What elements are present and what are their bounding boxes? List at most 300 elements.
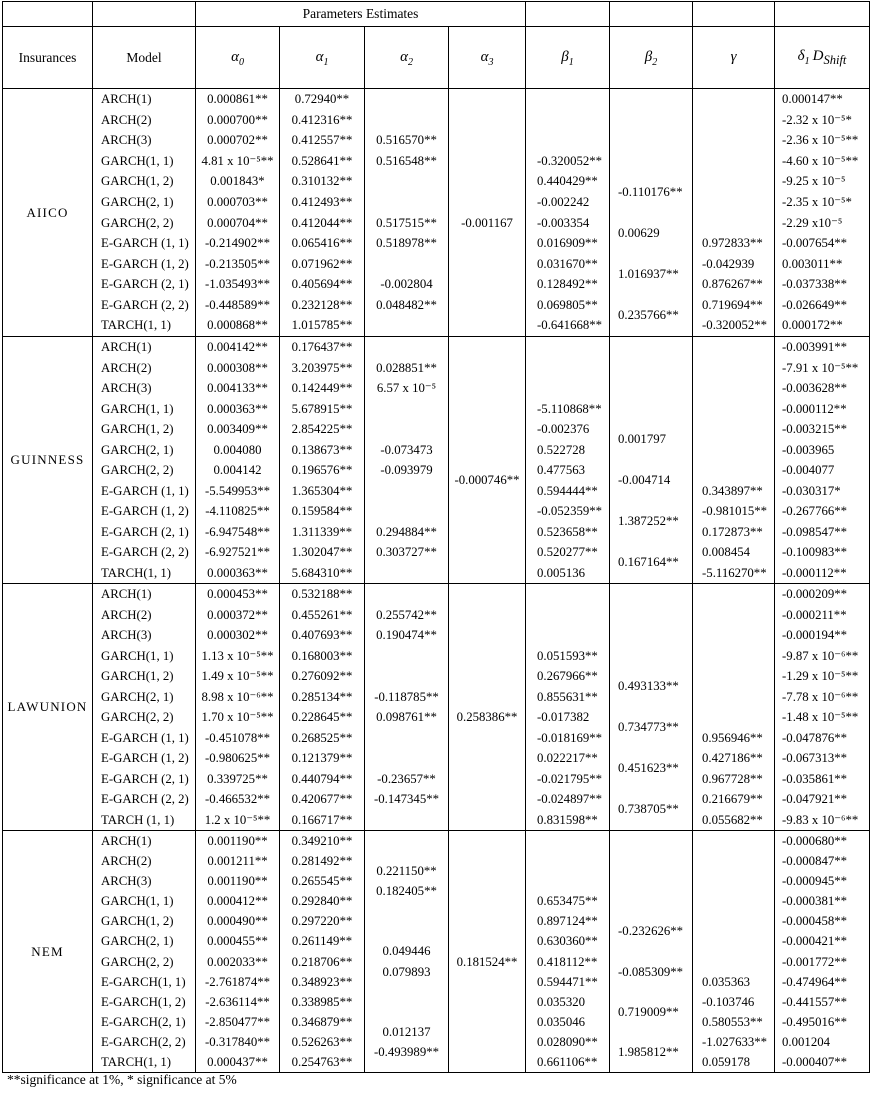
estimate-value: 0.028090** bbox=[537, 1034, 598, 1049]
model-label: GARCH(1, 2) bbox=[101, 669, 174, 683]
estimate-value: -0.047921** bbox=[782, 792, 848, 806]
estimate-value: 0.051593** bbox=[537, 648, 598, 663]
model-label: GARCH(1, 1) bbox=[101, 648, 174, 663]
estimate-value: 0.168003** bbox=[291, 648, 353, 663]
estimate-value: 0.000147** bbox=[782, 92, 843, 106]
estimate-value: 0.001190** bbox=[207, 874, 268, 889]
estimate-value: 0.055682** bbox=[702, 812, 763, 827]
estimate-value: 0.035046 bbox=[537, 1014, 586, 1029]
estimate-value: -0.030317* bbox=[782, 483, 841, 498]
estimate-value: 0.528641** bbox=[291, 153, 353, 168]
estimate-value: -0.018169** bbox=[537, 730, 603, 745]
section-row-lawunion bbox=[3, 584, 870, 831]
model-label: E-GARCH (2, 2) bbox=[101, 545, 189, 559]
estimate-value: -0.003354 bbox=[537, 215, 590, 230]
insurance-name: LAWUNION bbox=[7, 699, 88, 714]
estimate-value: -0.267766** bbox=[782, 504, 848, 518]
estimate-value: -0.000209** bbox=[782, 587, 848, 601]
estimate-value: -2.761874** bbox=[204, 974, 271, 989]
model-label: GARCH(2, 1) bbox=[101, 442, 174, 457]
estimate-value: 0.310132** bbox=[291, 174, 353, 189]
model-label: E-GARCH(2, 2) bbox=[101, 1034, 186, 1049]
estimate-value: 0.012137 bbox=[382, 1024, 431, 1039]
estimate-value: -9.83 x 10⁻⁶** bbox=[782, 812, 859, 827]
estimate-value: 0.218706** bbox=[291, 954, 353, 969]
insurance-cell bbox=[3, 337, 93, 584]
estimate-value: -2.32 x 10⁻⁵* bbox=[782, 112, 852, 127]
estimate-value: 0.003011** bbox=[782, 256, 843, 271]
estimate-value: 0.196576** bbox=[291, 463, 353, 477]
estimate-value: -0.317840** bbox=[204, 1034, 271, 1049]
corner-cell-insurances bbox=[3, 2, 93, 27]
model-label: GARCH(2, 2) bbox=[101, 954, 174, 969]
col-a3-cell bbox=[449, 337, 526, 584]
estimate-value: -0.035861** bbox=[782, 771, 848, 786]
estimate-value: -0.002376 bbox=[537, 422, 590, 436]
estimate-value: -1.29 x 10⁻⁵** bbox=[782, 669, 859, 683]
estimate-value: 0.069805** bbox=[537, 297, 598, 312]
header-model: Model bbox=[93, 27, 196, 89]
corner-cell-d bbox=[775, 2, 870, 27]
parameters-table bbox=[2, 1, 870, 1073]
estimate-value: 0.022217** bbox=[537, 751, 598, 765]
estimate-value: 0.594471** bbox=[537, 974, 598, 989]
estimate-value: -0.23657** bbox=[377, 771, 436, 786]
model-label: TARCH (1, 1) bbox=[101, 812, 175, 827]
estimate-value: 0.138673** bbox=[291, 442, 353, 457]
col-a0-cell bbox=[196, 831, 280, 1073]
estimate-value: -0.003991** bbox=[782, 340, 848, 354]
estimate-value: 1.311339** bbox=[291, 524, 353, 539]
estimate-value: 0.000363** bbox=[207, 401, 268, 416]
col-a3-cell bbox=[449, 831, 526, 1073]
estimate-value: -0.103746 bbox=[702, 994, 755, 1009]
model-label: E-GARCH (2, 1) bbox=[101, 277, 189, 292]
header-alpha2: $\alpha_2$ bbox=[365, 27, 449, 89]
estimate-value: -1.027633** bbox=[702, 1034, 768, 1049]
estimate-value: 0.653475** bbox=[537, 894, 598, 909]
estimate-value: 0.412493** bbox=[291, 194, 353, 209]
model-label: E-GARCH (1, 1) bbox=[101, 236, 189, 251]
estimate-value: -0.026649** bbox=[782, 297, 848, 312]
estimate-value: -1.035493** bbox=[204, 277, 271, 292]
estimate-value: -9.25 x 10⁻⁵ bbox=[782, 174, 846, 189]
model-label: GARCH(2, 1) bbox=[101, 689, 174, 704]
estimate-value: 0.000308** bbox=[207, 360, 268, 375]
model-label: GARCH(1, 2) bbox=[101, 914, 174, 929]
estimate-value: 0.001843* bbox=[210, 174, 265, 189]
col-d-cell bbox=[775, 89, 870, 337]
model-label: GARCH(1, 2) bbox=[101, 174, 174, 189]
estimate-value: 0.000490** bbox=[207, 914, 268, 929]
estimate-value: -0.000421** bbox=[782, 934, 848, 949]
estimate-value: 1.016937** bbox=[618, 266, 679, 281]
col-models-cell bbox=[93, 89, 196, 337]
estimate-value: 0.451623** bbox=[618, 761, 679, 776]
col-d-cell bbox=[775, 831, 870, 1073]
model-label: ARCH(1) bbox=[101, 587, 152, 601]
model-label: E-GARCH (1, 2) bbox=[101, 504, 189, 518]
estimate-value: -0.493989** bbox=[373, 1044, 440, 1059]
insurance-name: NEM bbox=[31, 943, 64, 959]
estimate-value: 0.523658** bbox=[537, 524, 598, 539]
estimate-value: 0.128492** bbox=[537, 277, 598, 292]
header-delta-dshift: $\delta_1$ $D_{Shift}$ bbox=[775, 27, 870, 89]
estimate-value: 0.190474** bbox=[376, 628, 437, 642]
estimate-value: -2.36 x 10⁻⁵** bbox=[782, 133, 859, 148]
section-row-nem bbox=[3, 831, 870, 1073]
estimate-value: 0.258386** bbox=[456, 710, 518, 724]
estimate-value: -0.000458** bbox=[782, 914, 848, 929]
model-label: GARCH(2, 1) bbox=[101, 934, 174, 949]
estimate-value: -0.003215** bbox=[782, 422, 848, 436]
estimate-value: 0.000437** bbox=[207, 1054, 268, 1069]
header-alpha1: $\alpha_1$ bbox=[280, 27, 365, 89]
estimate-value: -0.021795** bbox=[537, 771, 603, 786]
estimate-value: 0.000868** bbox=[207, 318, 268, 333]
model-label: GARCH(2, 2) bbox=[101, 215, 174, 230]
estimate-value: -2.850477** bbox=[204, 1014, 271, 1029]
estimate-value: 0.000372** bbox=[207, 607, 268, 622]
col-a2-cell bbox=[365, 337, 449, 584]
estimate-value: 0.594444** bbox=[537, 483, 598, 498]
model-label: ARCH(2) bbox=[101, 112, 152, 127]
header-insurances: Insurances bbox=[3, 27, 93, 89]
estimate-value: 0.412316** bbox=[291, 112, 353, 127]
estimate-value: 0.72940** bbox=[294, 92, 350, 106]
estimate-value: 0.281492** bbox=[291, 854, 353, 869]
estimate-value: 0.000412** bbox=[207, 894, 268, 909]
estimate-value: 1.387252** bbox=[618, 514, 679, 529]
estimate-value: 2.854225** bbox=[291, 422, 353, 436]
model-label: ARCH(3) bbox=[101, 628, 152, 642]
col-a1-cell bbox=[280, 831, 365, 1073]
estimate-value: 0.346879** bbox=[291, 1014, 353, 1029]
estimate-value: -0.007654** bbox=[782, 236, 848, 251]
col-a2-cell bbox=[365, 89, 449, 337]
estimate-value: -1.48 x 10⁻⁵** bbox=[782, 710, 859, 724]
estimate-value: 0.049446 bbox=[382, 944, 431, 959]
col-g-cell bbox=[693, 337, 775, 584]
model-label: E-GARCH(2, 1) bbox=[101, 1014, 186, 1029]
estimate-value: 0.440794** bbox=[291, 771, 353, 786]
model-label: ARCH(1) bbox=[101, 340, 152, 354]
estimate-value: -0.474964** bbox=[782, 974, 848, 989]
estimate-value: 0.001211** bbox=[207, 854, 268, 869]
estimate-value: -5.116270** bbox=[702, 565, 767, 580]
estimate-value: -2.636114** bbox=[205, 994, 270, 1009]
estimate-value: 0.182405** bbox=[376, 884, 437, 899]
estimate-value: -0.100983** bbox=[782, 545, 848, 559]
estimate-value: 0.028851** bbox=[376, 360, 437, 375]
estimate-value: 1.49 x 10⁻⁵** bbox=[201, 669, 274, 683]
estimate-value: -7.91 x 10⁻⁵** bbox=[782, 360, 859, 375]
model-label: ARCH(3) bbox=[101, 133, 152, 148]
model-label: TARCH(1, 1) bbox=[101, 318, 172, 333]
estimate-value: 0.176437** bbox=[291, 340, 353, 354]
estimate-value: 0.232128** bbox=[291, 297, 353, 312]
col-b1-cell bbox=[526, 337, 610, 584]
estimate-value: 0.159584** bbox=[291, 504, 353, 518]
estimate-value: 0.831598** bbox=[537, 812, 598, 827]
estimate-value: -0.085309** bbox=[618, 964, 684, 979]
estimate-value: 0.719694** bbox=[702, 297, 763, 312]
estimate-value: 0.001797 bbox=[618, 432, 667, 447]
estimate-value: 5.684310** bbox=[291, 565, 353, 580]
estimate-value: 0.000172** bbox=[782, 318, 843, 333]
estimate-value: 0.294884** bbox=[376, 524, 437, 539]
estimate-value: 0.016909** bbox=[537, 236, 598, 251]
estimate-value: 0.254763** bbox=[291, 1054, 353, 1069]
col-b1-cell bbox=[526, 831, 610, 1073]
estimate-value: 0.420677** bbox=[291, 792, 353, 806]
insurance-cell bbox=[3, 831, 93, 1073]
estimate-value: 4.81 x 10⁻⁵** bbox=[201, 153, 274, 168]
estimate-value: 0.517515** bbox=[376, 215, 437, 230]
estimate-value: 0.035363 bbox=[702, 974, 751, 989]
col-models-cell bbox=[93, 337, 196, 584]
table-title-row bbox=[3, 2, 870, 27]
header-beta1: $\beta_1$ bbox=[526, 27, 610, 89]
estimate-value: 0.079893 bbox=[382, 964, 431, 979]
model-label: GARCH(1, 1) bbox=[101, 401, 174, 416]
estimate-value: -2.29 x10⁻⁵ bbox=[782, 215, 843, 230]
estimate-value: -0.093979 bbox=[380, 463, 433, 477]
estimate-value: -0.098547** bbox=[782, 524, 848, 539]
estimate-value: 0.407693** bbox=[291, 628, 353, 642]
estimate-value: 0.972833** bbox=[702, 236, 763, 251]
estimate-value: 0.121379** bbox=[291, 751, 353, 765]
estimate-value: -0.466532** bbox=[204, 792, 271, 806]
model-label: GARCH(1, 1) bbox=[101, 153, 174, 168]
estimate-value: 1.2 x 10⁻⁵** bbox=[204, 812, 271, 827]
estimate-value: -0.980625** bbox=[204, 751, 271, 765]
estimate-value: -0.320052** bbox=[702, 318, 768, 333]
estimate-value: 0.000700** bbox=[207, 112, 268, 127]
col-g-cell bbox=[693, 584, 775, 831]
estimate-value: 0.001190** bbox=[207, 834, 268, 848]
estimate-value: -0.232626** bbox=[618, 924, 684, 939]
estimate-value: -0.002804 bbox=[380, 277, 433, 292]
estimate-value: -0.000211** bbox=[782, 607, 847, 622]
col-d-cell bbox=[775, 584, 870, 831]
estimate-value: 0.002033** bbox=[207, 954, 268, 969]
estimate-value: -0.000112** bbox=[782, 401, 847, 416]
estimate-value: 5.678915** bbox=[291, 401, 353, 416]
estimate-value: 0.267966** bbox=[537, 669, 598, 683]
estimate-value: 0.255742** bbox=[376, 607, 437, 622]
col-a1-cell bbox=[280, 89, 365, 337]
col-a3-cell bbox=[449, 584, 526, 831]
estimate-value: 0.268525** bbox=[291, 730, 353, 745]
estimate-value: -0.000407** bbox=[782, 1054, 848, 1069]
estimate-value: 0.004080 bbox=[213, 442, 262, 457]
estimate-value: 1.365304** bbox=[291, 483, 353, 498]
estimate-value: 0.221150** bbox=[376, 864, 437, 879]
estimate-value: 0.00629 bbox=[618, 225, 660, 240]
estimate-value: -0.000194** bbox=[782, 628, 848, 642]
estimate-value: 0.348923** bbox=[291, 974, 353, 989]
col-a0-cell bbox=[196, 584, 280, 831]
estimate-value: 0.235766** bbox=[618, 308, 679, 323]
estimate-value: -6.927521** bbox=[204, 545, 271, 559]
estimate-value: 6.57 x 10⁻⁵ bbox=[376, 381, 437, 395]
insurance-name: GUINNESS bbox=[10, 452, 85, 467]
model-label: ARCH(2) bbox=[101, 360, 152, 375]
header-alpha0: $\alpha_0$ bbox=[196, 27, 280, 89]
estimate-value: -0.004077 bbox=[782, 463, 835, 477]
estimate-value: 8.98 x 10⁻⁶** bbox=[201, 689, 274, 704]
estimate-value: 0.003409** bbox=[207, 422, 268, 436]
model-label: E-GARCH (1, 2) bbox=[101, 751, 189, 765]
estimate-value: 0.000702** bbox=[207, 133, 268, 148]
estimate-value: 0.048482** bbox=[376, 297, 437, 312]
estimate-value: 0.418112** bbox=[537, 954, 598, 969]
estimate-value: 1.302047** bbox=[291, 545, 353, 559]
insurance-cell bbox=[3, 89, 93, 337]
estimate-value: 0.261149** bbox=[291, 934, 353, 949]
estimate-value: -0.441557** bbox=[782, 994, 848, 1009]
estimate-value: -0.118785** bbox=[374, 689, 439, 704]
col-b2-cell bbox=[610, 831, 693, 1073]
model-label: E-GARCH (2, 1) bbox=[101, 524, 189, 539]
estimate-value: -0.024897** bbox=[537, 792, 603, 806]
model-label: E-GARCH (1, 2) bbox=[101, 256, 189, 271]
estimate-value: 0.004142** bbox=[207, 340, 268, 354]
col-a1-cell bbox=[280, 584, 365, 831]
estimate-value: 0.265545** bbox=[291, 874, 353, 889]
estimate-value: 0.493133** bbox=[618, 679, 679, 694]
estimate-value: -0.000680** bbox=[782, 834, 848, 848]
estimate-value: -0.000847** bbox=[782, 854, 848, 869]
estimate-value: 0.059178 bbox=[702, 1054, 751, 1069]
estimate-value: -0.000945** bbox=[782, 874, 848, 889]
estimate-value: 0.181524** bbox=[456, 954, 518, 969]
estimate-value: 0.427186** bbox=[702, 751, 763, 765]
estimate-value: -0.003965 bbox=[782, 442, 835, 457]
estimate-value: 0.522728 bbox=[537, 442, 586, 457]
model-label: ARCH(1) bbox=[101, 834, 152, 848]
section-row-aiico bbox=[3, 89, 870, 337]
header-alpha3: $\alpha_3$ bbox=[449, 27, 526, 89]
estimate-value: -0.981015** bbox=[702, 504, 768, 518]
col-models-cell bbox=[93, 831, 196, 1073]
col-a3-cell bbox=[449, 89, 526, 337]
estimate-value: -0.110176** bbox=[618, 184, 683, 199]
estimate-value: -0.000746** bbox=[454, 473, 520, 488]
estimate-value: -0.213505** bbox=[204, 256, 271, 271]
estimate-value: 0.719009** bbox=[618, 1004, 679, 1019]
table-body bbox=[3, 89, 870, 1073]
estimate-value: 0.876267** bbox=[702, 277, 763, 292]
model-label: E-GARCH(1, 2) bbox=[101, 994, 186, 1009]
estimate-value: 0.855631** bbox=[537, 689, 598, 704]
estimate-value: 0.065416** bbox=[291, 236, 353, 251]
estimate-value: -0.067313** bbox=[782, 751, 848, 765]
header-beta2: $\beta_2$ bbox=[610, 27, 693, 89]
estimate-value: -0.320052** bbox=[537, 153, 603, 168]
estimate-value: 0.516570** bbox=[376, 133, 437, 148]
col-b1-cell bbox=[526, 89, 610, 337]
col-a1-cell bbox=[280, 337, 365, 584]
header-gamma: γ bbox=[693, 27, 775, 89]
model-label: E-GARCH (2, 2) bbox=[101, 792, 189, 806]
estimate-value: -0.047876** bbox=[782, 730, 848, 745]
estimate-value: 0.967728** bbox=[702, 771, 763, 786]
model-label: E-GARCH (2, 2) bbox=[101, 297, 189, 312]
estimate-value: -0.448589** bbox=[204, 297, 271, 312]
estimate-value: -0.495016** bbox=[782, 1014, 848, 1029]
estimate-value: 1.015785** bbox=[291, 318, 353, 333]
estimate-value: -6.947548** bbox=[204, 524, 271, 539]
estimate-value: -0.001167 bbox=[461, 215, 513, 230]
estimate-value: -0.147345** bbox=[373, 792, 440, 806]
col-d-cell bbox=[775, 337, 870, 584]
estimate-value: 0.000703** bbox=[207, 194, 268, 209]
estimate-value: -0.000381** bbox=[782, 894, 848, 909]
estimate-value: 0.338985** bbox=[291, 994, 353, 1009]
estimate-value: -0.042939 bbox=[702, 256, 755, 271]
model-label: ARCH(2) bbox=[101, 854, 152, 869]
model-label: GARCH(2, 1) bbox=[101, 194, 174, 209]
estimate-value: -0.017382 bbox=[537, 710, 590, 724]
estimate-value: 0.580553** bbox=[702, 1014, 763, 1029]
estimate-value: 0.166717** bbox=[291, 812, 353, 827]
estimate-value: -7.78 x 10⁻⁶** bbox=[782, 689, 859, 704]
estimate-value: 0.516548** bbox=[376, 153, 437, 168]
estimate-value: 0.005136 bbox=[537, 565, 586, 580]
estimate-value: -0.000112** bbox=[782, 565, 847, 580]
estimate-value: 0.956946** bbox=[702, 730, 763, 745]
estimate-value: 0.001204 bbox=[782, 1034, 831, 1049]
estimate-value: 0.004133** bbox=[207, 381, 268, 395]
estimate-value: 0.004142 bbox=[213, 463, 262, 477]
model-label: TARCH(1, 1) bbox=[101, 1054, 172, 1069]
estimate-value: 0.071962** bbox=[291, 256, 353, 271]
estimate-value: 0.167164** bbox=[618, 555, 679, 570]
model-label: GARCH(1, 2) bbox=[101, 422, 174, 436]
col-b2-cell bbox=[610, 337, 693, 584]
estimate-value: 0.477563 bbox=[537, 463, 586, 477]
significance-footnote: **significance at 1%, * significance at 5% bbox=[7, 1072, 237, 1087]
estimate-value: 0.455261** bbox=[291, 607, 353, 622]
estimate-value: 0.532188** bbox=[291, 587, 353, 601]
estimate-value: 1.985812** bbox=[618, 1044, 679, 1059]
estimate-value: 0.000704** bbox=[207, 215, 268, 230]
estimate-value: 0.031670** bbox=[537, 256, 598, 271]
estimate-value: -0.001772** bbox=[782, 954, 848, 969]
col-b1-cell bbox=[526, 584, 610, 831]
table-title: Parameters Estimates bbox=[196, 2, 526, 27]
estimate-value: -0.037338** bbox=[782, 277, 848, 292]
estimate-value: 0.008454 bbox=[702, 545, 751, 559]
estimate-value: 0.000302** bbox=[207, 628, 268, 642]
model-label: ARCH(1) bbox=[101, 92, 152, 106]
corner-cell-b2 bbox=[610, 2, 693, 27]
estimate-value: 0.339725** bbox=[207, 771, 268, 786]
estimate-value: -0.003628** bbox=[782, 381, 848, 395]
col-models-cell bbox=[93, 584, 196, 831]
estimate-value: 0.035320 bbox=[537, 994, 586, 1009]
estimate-value: 0.630360** bbox=[537, 934, 598, 949]
estimate-value: -5.549953** bbox=[204, 483, 271, 498]
estimate-value: 0.172873** bbox=[702, 524, 763, 539]
estimate-value: -0.214902** bbox=[204, 236, 271, 251]
estimate-value: 3.203975** bbox=[291, 360, 353, 375]
estimate-value: 0.349210** bbox=[291, 834, 353, 848]
section-row-guinness bbox=[3, 337, 870, 584]
insurance-name: AIICO bbox=[26, 204, 69, 220]
